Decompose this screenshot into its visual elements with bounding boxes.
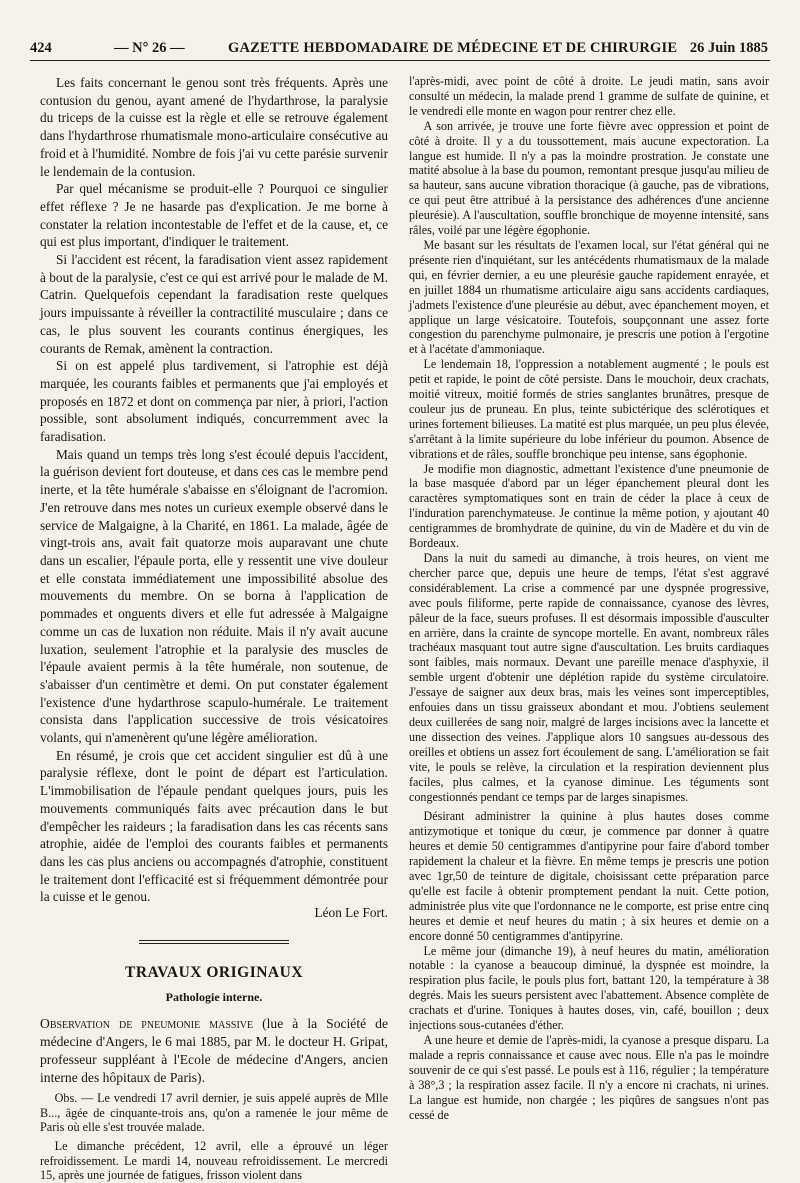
page-number: 424 [30, 40, 52, 56]
paragraph: Si l'accident est récent, la faradisation vient assez rapidement à bout de la paralysie, c'est ce qui est arrivé pour le malade de M. Catrin. Quelquefois cependant la faradisation reste quelques jours impuissante à réveiller la contractilité musculaire ; dans ce cas, le plus souvent les courants continus énergiques, les courants de Remak, amènent la contraction. [40, 252, 388, 356]
paragraph: Le lendemain 18, l'oppression a notablement augmenté ; le pouls est petit et rapide, le point de côté persiste. Dans le mouchoir, deux crachats, moitié vitreux, moitié formés de stries sanglantes brunâtres, presque de couleur jus de pruneau. En plus, teinte subictérique des sclérotiques et urines fortement bilieuses. La matité est plus marquée, un peu plus élevée, s'arrêtant à la limite supérieure du lobe inférieur du poumon. Absence de vibrations et de râles, souffle bronchique peu intense, sans égophonie. [409, 357, 770, 461]
paragraph: Mais quand un temps très long s'est écoulé depuis l'accident, la guérison devient fort douteuse, et dans ces cas le membre pend inerte, et la tête humérale s'abaisse en s'éloignant de l'acromion. J'en retrouve dans mes notes un curieux exemple observé dans le service de Malgaigne, à la Charité, en 1861. La malade, âgée de vingt-trois ans, avait fait quatorze mois auparavant une chute dans un escalier, l'épaule porta, elle y ressentit une vive douleur et elle constata immédiatement une impossibilité absolue des mouvements du membre. On se borna à l'application de pommades et onguents divers et elle fut adressée à Malgaigne comme un cas de luxation non réduite. Mais il n'y avait aucune luxation, seulement l'atrophie et la paralysie des muscles de l'épaule avaient permis à la tête humérale, non soutenue, de s'abaisser d'un centimètre et demi. On put constater également l'existence d'une hydarthrose scapulo-humérale. Le traitement consista dans l'application successive de trois vésicatoires volants, qui n'amenèrent qu'une légère amélioration. [40, 446, 388, 746]
paragraph: Dans la nuit du samedi au dimanche, à trois heures, on vient me chercher parce que, depuis une heure de temps, l'état s'est aggravé considérablement. La crise a commencé par une dyspnée progressive, avec pouls filiforme, perte rapide de connaissance, cyanose des lèvres, pâleur de la face, sueurs profuses. Il est désormais impossible d'ausculter en arrière, dans la crainte de syncope mortelle. En avant, nombreux râles trachéaux masquant tout autre signe d'auscultation. Les bruits cardiaques sont faibles, mais normaux. Devant une pareille menace d'asphyxie, il semble urgent d'obtenir une déplétion rapide du système circulatoire. J'essaye de saigner aux deux bras, mais les veines sont imperceptibles, enfouies dans un tissu graisseux abondant et mou. J'obtiens seulement deux cuillerées de sang noir, malgré de larges incisions avec la lancette et une dissection des veines. J'applique alors 10 sangsues au-dessous des oreilles et obtiens un assez fort écoulement de sang. L'amélioration se fait vite, le pouls se relève, la circulation et la respiration deviennent plus faciles, plus calmes, et la cyanose diminue. Les téguments sont congestionnés pendant ce temps par de larges sinapismes. [409, 551, 769, 804]
left-column [40, 74, 388, 1183]
paragraph: l'après-midi, avec point de côté à droite. Le jeudi matin, sans avoir consulté un médecin, la malade prend 1 gramme de sulfate de quinine, et le vendredi elle monte en wagon pour rentrer chez elle. [409, 74, 769, 118]
paragraph: Les faits concernant le genou sont très fréquents. Après une contusion du genou, ayant amené de l'hydarthrose, la paralysie du triceps de la cuisse est la règle et elle se retrouve également dans l'hydarthrose rhumatismale mono-articulaire consécutive au froid et à l'humidité. Nombre de fois j'ai vu cette parésie survenir le lendemain de la contusion. [40, 75, 388, 179]
running-header [30, 36, 770, 61]
issue-date: 26 Juin 1885 [689, 40, 768, 56]
paragraph: Me basant sur les résultats de l'examen local, sur l'état général qui ne présente rien d'inquiétant, sur les antécédents rhumatismaux de la malade qui, en février dernier, a eu une pleurésie gauche rapidement enrayée, et en juillet 1884 un rhumatisme articulaire aigu sans accidents cardiaques, j'admets l'existence d'une pleurésie au début, avec épanchement moyen, et applique un large vésicatoire. Toutefois, soupçonnant une assez forte congestion du parenchyme pulmonaire, je prescris une potion à l'ergotine et à l'acétate d'ammoniaque. [409, 237, 769, 357]
paragraph: A son arrivée, je trouve une forte fièvre avec oppression et point de côté à droite. Il y a du toussottement, mais aucune expectoration. La langue est humide. Il n'y a pas la moindre prostration. Je constate une matité absolue à la base du poumon, remontant presque jusqu'au milieu de sa hauteur, sans aucune vibration thoracique (à gauche, pas de vibrations, ce qui peut être attribué à la persistance des adhérences d'une ancienne pleurésie). A l'auscultation, souffle bronchique de moyenne intensité, sans râles, voilé par une légère égophonie. [409, 118, 769, 238]
issue-number: — N° 26 — [114, 40, 185, 56]
section-divider [139, 943, 289, 944]
paragraph: En résumé, je crois que cet accident singulier est dû à une paralysie réflexe, dont le point de départ est l'articulation. L'immobilisation de l'épaule pendant quelques jours, puis les mouvements communiqués faits avec précaution dans le but d'empêcher les raideurs ; la faradisation dans les cas récents sans atrophie, aidée de l'emploi des courants faibles et permanents dans les cas plus anciens ou accompagnés d'atrophie, constituent le traitement dont l'efficacité est si fréquemment démontrée pour la cuisse et le genou. [40, 747, 388, 905]
paragraph: Obs. — Le vendredi 17 avril dernier, je suis appelé auprès de Mlle B..., âgée de cinquante-trois ans, qu'on a ramenée le jour même de Paris où elle s'est trouvée malade. [40, 1091, 388, 1135]
observation-credit: (lue à la Société de médecine d'Angers, le 6 mai 1885, par M. le docteur H. Gripat, professeur suppléant à l'Ecole de médecine d'Angers, ancien interne des hôpitaux de Paris). [40, 1016, 388, 1086]
section-title: TRAVAUX ORIGINAUX [124, 963, 304, 981]
paragraph: A une heure et demie de l'après-midi, la cyanose a presque disparu. La malade a repris connaissance et cause avec nous. Elle n'a pas le moindre souvenir de ce qui s'est passé. Le pouls est à 116, régulier ; la température à 38°,3 ; la respiration assez facile. Il n'y a encore ni crachats, ni urines. La langue est humide, non chargée ; les piqûres de sangsues n'ont pas cessé de [409, 1033, 769, 1122]
paragraph: Désirant administrer la quinine à plus hautes doses comme antizymotique et tonique du cœur, je commence par donner à quatre heures et demie 50 centigrammes d'antipyrine pour faire d'abord tomber rapidement la chaleur et la fièvre. En même temps je prescris une potion avec 1gr,50 de teinture de digitale, choisissant cette préparation parce qu'elle est facile à obtenir promptement pendant la nuit. Cette potion, administrée plus vite que l'ordonnance ne le comporte, est prise entre cinq heures et demie et neuf heures du matin ; à six heures et demie on a encore donné 50 centigrammes d'antipyrine. [409, 809, 769, 943]
observation-heading [40, 1015, 388, 1087]
paragraph: Le dimanche précédent, 12 avril, elle a éprouvé un léger refroidissement. Le mardi 14, nouveau refroidissement. Le mercredi 15, après une journée de fatigues, frisson violent dans [40, 1138, 388, 1183]
right-column [409, 74, 769, 1122]
journal-title: GAZETTE HEBDOMADAIRE DE MÉDECINE ET DE CHIRURGIE [228, 40, 678, 56]
observation-lead: Observation de pneumonie massive [40, 1016, 254, 1032]
section-subtitle: Pathologie interne. [165, 990, 263, 1005]
paragraph: Si on est appelé plus tardivement, si l'atrophie est déjà marquée, les courants faibles et permanents que j'ai employés et proposés en 1872 et dont on commença par nier, à priori, l'action possible, sont absolument indiqués, concurremment avec la faradisation. [40, 358, 388, 445]
paragraph: Par quel mécanisme se produit-elle ? Pourquoi ce singulier effet réflexe ? Je ne hasarde pas d'explication. Je me borne à constater la relation incontestable de l'effet et de la cause, et, ce qui est plus important, d'indiquer le traitement. [40, 181, 388, 250]
paragraph: Le même jour (dimanche 19), à neuf heures du matin, amélioration notable : la cyanose a beaucoup diminué, la dyspnée est moindre, la respiration plus facile, le pouls plus fort, battant 120, la température à 38 degrés. Mais les sueurs persistent avec l'abattement. Absence complète de crachats et d'urine. Toniques à hautes doses, vin, café, bouillon ; deux injections sous-cutanées d'éther. [409, 943, 769, 1033]
section-divider [139, 940, 289, 941]
paragraph: Je modifie mon diagnostic, admettant l'existence d'une pneumonie de la base masquée d'abord par un léger épanchement pleural dont les caractères symptomatiques sont en train de céder la place à ceux de l'induration parenchymateuse. Je continue la même potion, y ajoutant 40 centigrammes de bromhydrate de quinine, du vin de Madère et du vin de Bordeaux. [409, 461, 769, 551]
author-signature: Léon Le Fort. [314, 905, 388, 921]
